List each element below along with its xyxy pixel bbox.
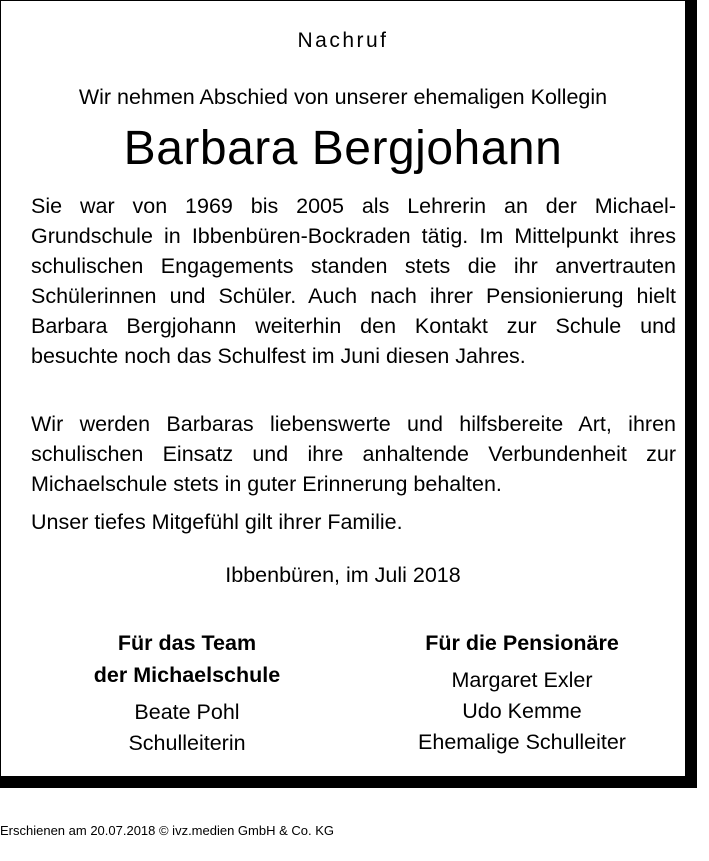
signature-team-title-line: Für das Team <box>117 631 257 655</box>
signatory-role: Schulleiterin <box>128 731 246 755</box>
paragraph-condolence: Unser tiefes Mitgefühl gilt ihrer Familie. <box>31 510 403 534</box>
signature-team-names <box>47 697 327 759</box>
signature-team-title <box>47 627 327 691</box>
paragraph-career: Sie war von 1969 bis 2005 als Lehrerin an der Michael-Grundschule in Ibbenbüren-Bockraden tätig. Im Mittelpunkt ihres schulischen Engagements standen stets die ihr anvertrauten Schülerinnen und Schüler. Auch nach ihrer Pensionierung hielt Barbara Bergjohann weiterhin den Kontakt zur Schule und besuchte noch das Schulfest im Juni diesen Jahres. <box>31 194 676 368</box>
paragraph-remembrance: Wir werden Barbaras liebenswerte und hilfsbereite Art, ihren schulischen Einsatz und ihre anhaltende Verbundenheit zur Michaelschule stets in guter Erinnerung behalten. <box>31 412 676 496</box>
signature-retirees-title-line: Für die Pensionäre <box>425 631 619 655</box>
deceased-name: Barbara Bergjohann <box>123 122 563 175</box>
signatory-name: Udo Kemme <box>462 699 582 723</box>
notice-heading: Nachruf <box>297 29 389 52</box>
publication-footer: Erschienen am 20.07.2018 © ivz.medien GmbH & Co. KG <box>0 823 335 838</box>
signature-retirees-title <box>382 627 662 659</box>
signature-retirees-names <box>382 665 662 758</box>
signatory-name: Beate Pohl <box>134 700 240 724</box>
intro-line: Wir nehmen Abschied von unserer ehemaligen Kollegin <box>78 85 608 109</box>
signature-team <box>47 627 327 759</box>
signatory-name: Margaret Exler <box>451 668 593 692</box>
signatory-role: Ehemalige Schulleiter <box>418 730 626 754</box>
signature-team-title-line: der Michaelschule <box>93 663 281 687</box>
place-and-date: Ibbenbüren, im Juli 2018 <box>225 563 461 587</box>
signature-retirees <box>382 627 662 758</box>
